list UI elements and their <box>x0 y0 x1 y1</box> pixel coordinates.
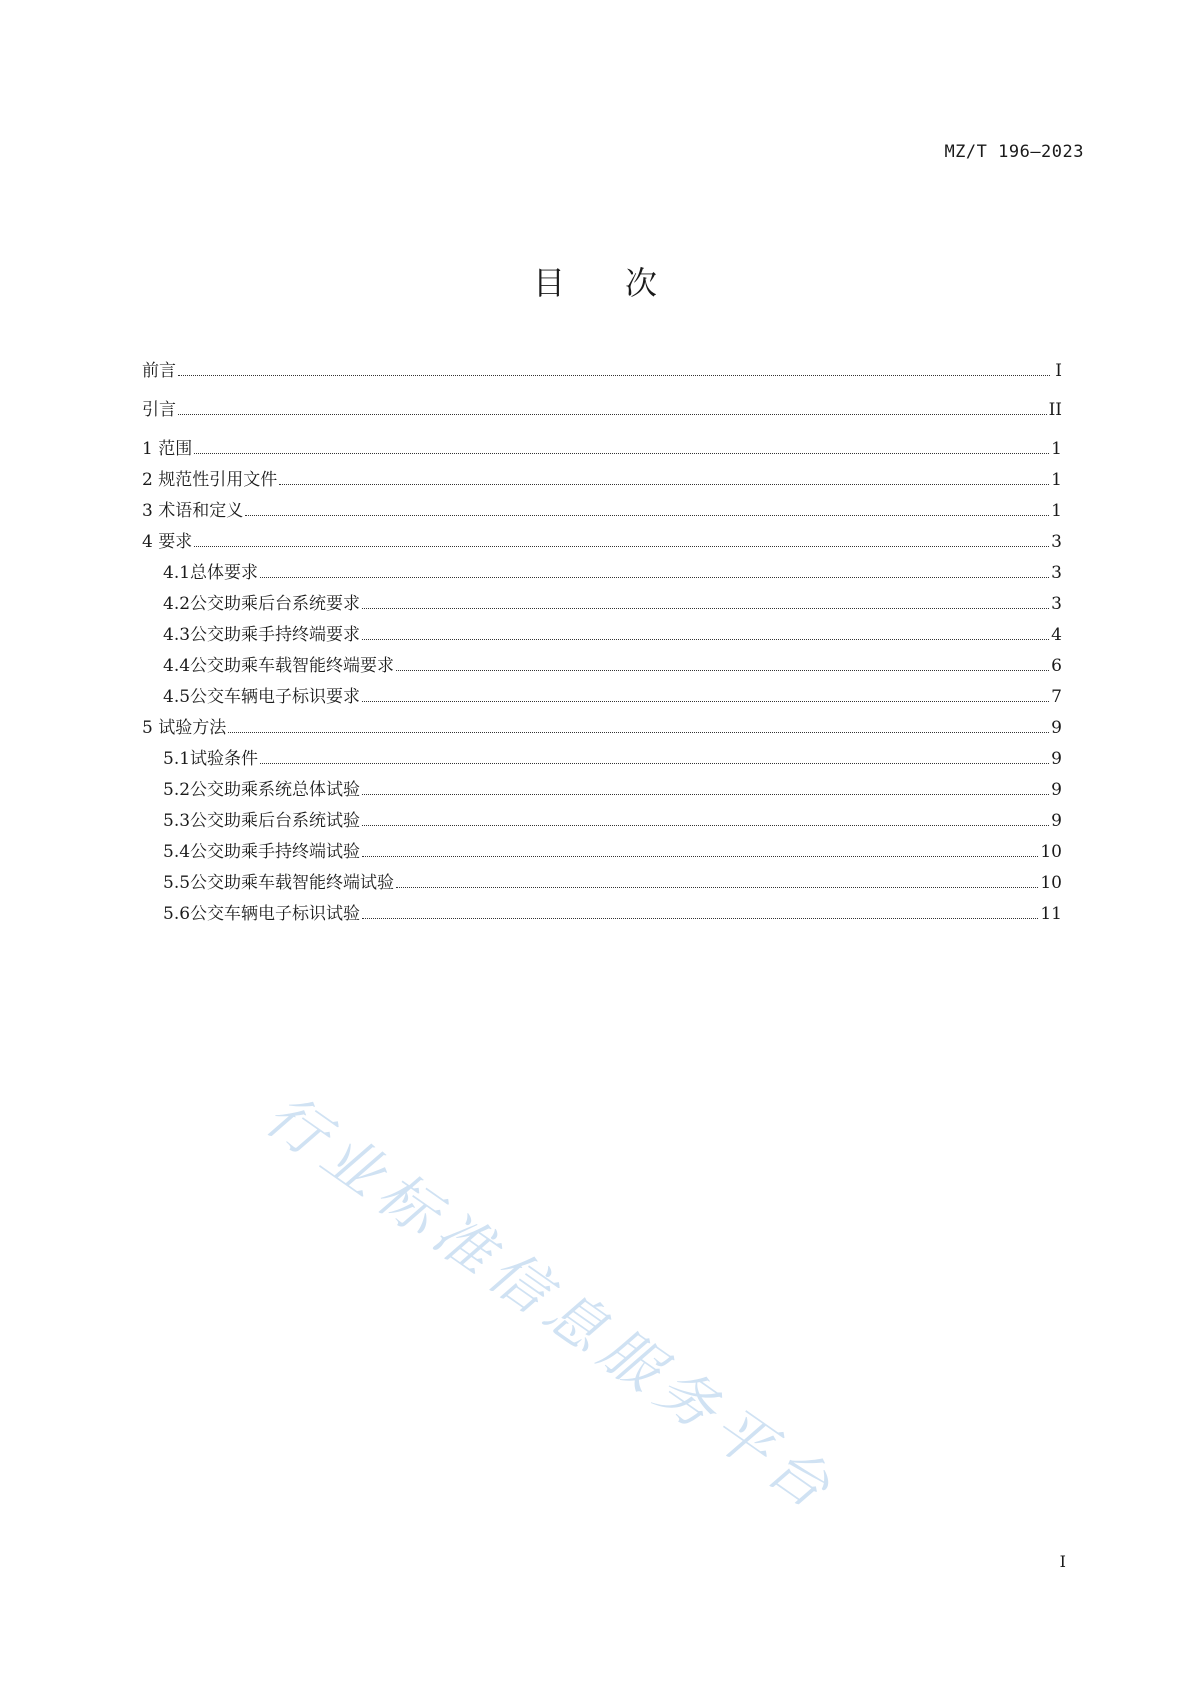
toc-entry-label: 公交车辆电子标识试验 <box>190 904 361 924</box>
toc-entry-4-2[interactable] <box>142 589 1062 620</box>
toc-leader <box>396 670 1049 671</box>
standard-code: MZ/T 196—2023 <box>944 142 1084 162</box>
toc-entry-label: 引言 <box>142 400 176 420</box>
toc-leader <box>178 375 1050 376</box>
toc-entry-page: II <box>1048 400 1062 420</box>
toc-entry-page: 11 <box>1040 904 1062 924</box>
toc-entry-2[interactable] <box>142 465 1062 496</box>
toc-entry-4[interactable] <box>142 527 1062 558</box>
toc-entry-number: 4 <box>142 532 159 552</box>
toc-entry-5-4[interactable] <box>142 837 1062 868</box>
toc-entry-4-1[interactable] <box>142 558 1062 589</box>
toc-entry-5-2[interactable] <box>142 775 1062 806</box>
toc-entry-5[interactable] <box>142 713 1062 744</box>
toc-entry-page: 1 <box>1051 470 1062 490</box>
toc-entry-page: 7 <box>1051 687 1062 707</box>
toc-entry-page: 1 <box>1051 439 1062 459</box>
toc-entry-3[interactable] <box>142 496 1062 527</box>
toc-entry-page: 3 <box>1051 563 1062 583</box>
table-of-contents <box>142 356 1062 930</box>
toc-leader <box>194 453 1049 454</box>
toc-entry-label: 公交助乘车载智能终端要求 <box>190 656 395 676</box>
toc-entry-label: 要求 <box>158 532 193 552</box>
toc-entry-number: 5.5 <box>163 873 191 893</box>
toc-leader <box>362 918 1038 919</box>
toc-entry-number: 3 <box>142 501 159 521</box>
toc-entry-number: 4.1 <box>163 563 191 583</box>
toc-leader <box>362 608 1049 609</box>
toc-leader <box>245 515 1049 516</box>
toc-entry-5-1[interactable] <box>142 744 1062 775</box>
toc-entry-label: 前言 <box>142 361 176 381</box>
toc-entry-page: 6 <box>1051 656 1062 676</box>
toc-entry-4-4[interactable] <box>142 651 1062 682</box>
toc-entry-5-3[interactable] <box>142 806 1062 837</box>
toc-entry-label: 范围 <box>158 439 193 459</box>
toc-leader <box>260 577 1049 578</box>
toc-entry-number: 4.2 <box>163 594 191 614</box>
toc-entry-page: 3 <box>1051 532 1062 552</box>
toc-entry-number: 5 <box>142 718 159 738</box>
toc-entry-page: 9 <box>1051 780 1062 800</box>
toc-entry-number: 4.3 <box>163 625 191 645</box>
toc-entry-number: 4.4 <box>163 656 191 676</box>
toc-entry-preface[interactable] <box>142 356 1062 395</box>
toc-entry-label: 术语和定义 <box>158 501 244 521</box>
toc-entry-page: 3 <box>1051 594 1062 614</box>
toc-entry-page: 10 <box>1040 842 1062 862</box>
toc-entry-label: 公交助乘车载智能终端试验 <box>190 873 395 893</box>
toc-entry-number: 5.3 <box>163 811 191 831</box>
watermark: 行业标准信息服务平台 <box>253 1080 850 1527</box>
toc-entry-label: 公交助乘后台系统试验 <box>190 811 361 831</box>
toc-leader <box>178 414 1047 415</box>
page-number: I <box>1059 1552 1066 1571</box>
toc-leader <box>194 546 1049 547</box>
toc-entry-number: 4.5 <box>163 687 191 707</box>
toc-leader <box>362 701 1049 702</box>
toc-entry-page: I <box>1055 361 1062 381</box>
toc-entry-page: 9 <box>1051 718 1062 738</box>
toc-entry-label: 公交助乘系统总体试验 <box>190 780 361 800</box>
toc-leader <box>228 732 1049 733</box>
toc-entry-label: 规范性引用文件 <box>158 470 278 490</box>
toc-entry-label: 公交助乘手持终端要求 <box>190 625 361 645</box>
toc-leader <box>396 887 1038 888</box>
toc-leader <box>279 484 1049 485</box>
toc-entry-number: 2 <box>142 470 159 490</box>
toc-entry-page: 10 <box>1040 873 1062 893</box>
toc-entry-number: 5.1 <box>163 749 191 769</box>
toc-entry-introduction[interactable] <box>142 395 1062 434</box>
toc-entry-4-5[interactable] <box>142 682 1062 713</box>
toc-entry-page: 4 <box>1051 625 1062 645</box>
toc-entry-label: 总体要求 <box>190 563 259 583</box>
toc-entry-5-6[interactable] <box>142 899 1062 930</box>
toc-entry-label: 公交车辆电子标识要求 <box>190 687 361 707</box>
toc-leader <box>362 856 1038 857</box>
toc-entry-page: 1 <box>1051 501 1062 521</box>
toc-entry-page: 9 <box>1051 811 1062 831</box>
toc-leader <box>362 794 1049 795</box>
toc-leader <box>362 639 1049 640</box>
toc-entry-label: 试验条件 <box>190 749 259 769</box>
page-title: 目次 <box>532 264 717 302</box>
toc-entry-number: 5.2 <box>163 780 191 800</box>
toc-entry-number: 5.6 <box>163 904 191 924</box>
toc-entry-1[interactable] <box>142 434 1062 465</box>
toc-entry-number: 1 <box>142 439 159 459</box>
toc-entry-label: 试验方法 <box>158 718 227 738</box>
toc-entry-label: 公交助乘后台系统要求 <box>190 594 361 614</box>
toc-entry-number: 5.4 <box>163 842 191 862</box>
toc-entry-page: 9 <box>1051 749 1062 769</box>
toc-entry-label: 公交助乘手持终端试验 <box>190 842 361 862</box>
toc-entry-5-5[interactable] <box>142 868 1062 899</box>
toc-leader <box>362 825 1049 826</box>
toc-entry-4-3[interactable] <box>142 620 1062 651</box>
toc-leader <box>260 763 1049 764</box>
